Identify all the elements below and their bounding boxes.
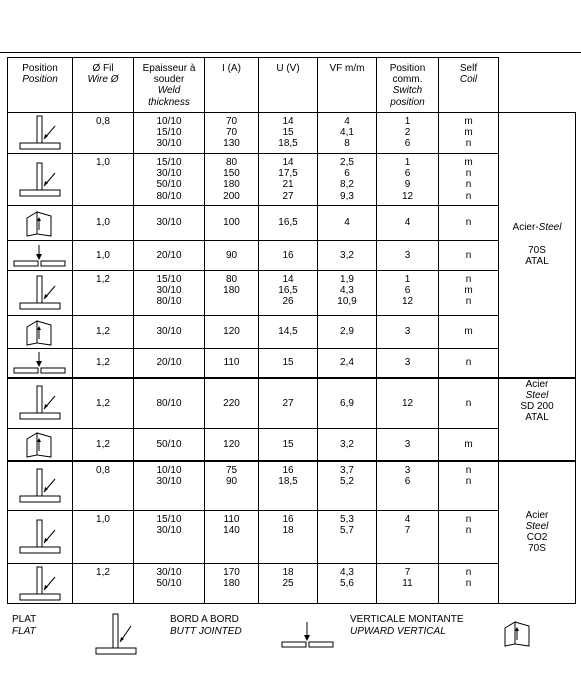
voltage-cell: 15	[259, 349, 318, 378]
voltage-cell: 14 15 18,5	[259, 113, 318, 154]
material-co2: Acier Steel CO2 70S	[499, 461, 576, 604]
current-cell: 170 180	[205, 564, 259, 604]
header-switch: Position comm. Switch position	[377, 58, 439, 113]
voltage-cell: 18 25	[259, 564, 318, 604]
flat-weld-icon	[8, 275, 72, 311]
header-row	[8, 58, 576, 113]
vertical-weld-icon	[8, 208, 72, 238]
voltage-cell: 16,5	[259, 206, 318, 241]
table-row	[8, 461, 576, 511]
voltage-cell: 15	[259, 429, 318, 461]
position-cell	[8, 241, 73, 271]
vf-cell: 3,7 5,2	[318, 461, 377, 511]
header-wire: Ø Fil Wire Ø	[73, 58, 134, 113]
vf-cell: 1,9 4,3 10,9	[318, 271, 377, 316]
coil-cell: m m n	[439, 113, 499, 154]
thickness-cell: 30/10	[134, 316, 205, 349]
table-row	[8, 113, 576, 154]
vf-cell: 4,3 5,6	[318, 564, 377, 604]
voltage-cell: 16	[259, 241, 318, 271]
position-cell	[8, 349, 73, 378]
vf-cell: 2,9	[318, 316, 377, 349]
vf-cell: 3,2	[318, 429, 377, 461]
vf-cell: 4	[318, 206, 377, 241]
coil-cell: n m n	[439, 271, 499, 316]
vf-cell: 6,9	[318, 378, 377, 429]
header-voltage: U (V)	[259, 58, 318, 113]
coil-cell: n n	[439, 564, 499, 604]
header-current: I (A)	[205, 58, 259, 113]
coil-cell: n n	[439, 511, 499, 564]
thickness-cell: 20/10	[134, 241, 205, 271]
wire-cell: 1,2	[73, 271, 134, 316]
current-cell: 90	[205, 241, 259, 271]
wire-cell: 0,8	[73, 113, 134, 154]
thickness-cell: 20/10	[134, 349, 205, 378]
current-cell: 220	[205, 378, 259, 429]
flat-weld-icon	[8, 468, 72, 504]
thickness-cell: 50/10	[134, 429, 205, 461]
table-row	[8, 154, 576, 206]
legend-butt: BORD A BORD BUTT JOINTED	[170, 614, 242, 637]
flat-weld-icon	[8, 115, 72, 151]
butt-weld-icon	[8, 244, 72, 268]
thickness-cell: 30/10	[134, 206, 205, 241]
position-cell	[8, 271, 73, 316]
material-sd200: Acier Steel SD 200 ATAL	[499, 378, 576, 461]
vf-cell: 3,2	[318, 241, 377, 271]
thickness-cell: 80/10	[134, 378, 205, 429]
coil-cell: m	[439, 429, 499, 461]
position-cell	[8, 378, 73, 429]
position-cell	[8, 206, 73, 241]
legend-flat: PLAT FLAT	[12, 614, 37, 637]
flat-weld-icon	[93, 612, 139, 658]
legend-vertical: VERTICALE MONTANTE UPWARD VERTICAL	[350, 614, 464, 637]
vf-cell: 2,4	[318, 349, 377, 378]
flat-weld-icon	[8, 162, 72, 198]
header-coil: Self Coil	[439, 58, 499, 113]
wire-cell: 1,2	[73, 564, 134, 604]
table-row	[8, 378, 576, 429]
position-cell	[8, 113, 73, 154]
header-blank	[499, 58, 576, 113]
position-cell	[8, 429, 73, 461]
table-row	[8, 206, 576, 241]
welding-parameters-table	[7, 57, 576, 604]
thickness-cell: 15/10 30/10	[134, 511, 205, 564]
switch-cell: 12	[377, 378, 439, 429]
current-cell: 80 180	[205, 271, 259, 316]
material-steel-70s: Acier-Steel 70S ATAL	[499, 113, 576, 378]
thickness-cell: 15/10 30/10 50/10 80/10	[134, 154, 205, 206]
table-row	[8, 429, 576, 461]
switch-cell: 1 2 6	[377, 113, 439, 154]
voltage-cell: 14,5	[259, 316, 318, 349]
table-row	[8, 316, 576, 349]
table-row	[8, 564, 576, 604]
current-cell: 120	[205, 316, 259, 349]
vf-cell: 4 4,1 8	[318, 113, 377, 154]
thickness-cell: 10/10 30/10	[134, 461, 205, 511]
switch-cell: 1 6 9 12	[377, 154, 439, 206]
wire-cell: 1,2	[73, 316, 134, 349]
current-cell: 110 140	[205, 511, 259, 564]
position-cell	[8, 461, 73, 511]
vf-cell: 5,3 5,7	[318, 511, 377, 564]
wire-cell: 1,0	[73, 511, 134, 564]
table-row	[8, 241, 576, 271]
wire-cell: 1,2	[73, 378, 134, 429]
current-cell: 120	[205, 429, 259, 461]
coil-cell: n	[439, 206, 499, 241]
current-cell: 75 90	[205, 461, 259, 511]
voltage-cell: 16 18	[259, 511, 318, 564]
switch-cell: 1 6 12	[377, 271, 439, 316]
position-cell	[8, 511, 73, 564]
table-row	[8, 511, 576, 564]
table-row	[8, 271, 576, 316]
current-cell: 110	[205, 349, 259, 378]
header-position: Position Position	[8, 58, 73, 113]
wire-cell: 1,0	[73, 241, 134, 271]
switch-cell: 3	[377, 349, 439, 378]
position-cell	[8, 564, 73, 604]
vf-cell: 2,5 6 8,2 9,3	[318, 154, 377, 206]
switch-cell: 7 11	[377, 564, 439, 604]
top-rule	[0, 52, 581, 53]
wire-cell: 1,0	[73, 206, 134, 241]
coil-cell: n	[439, 378, 499, 429]
current-cell: 80 150 180 200	[205, 154, 259, 206]
voltage-cell: 27	[259, 378, 318, 429]
table-row	[8, 349, 576, 378]
coil-cell: n	[439, 349, 499, 378]
vertical-weld-icon	[8, 429, 72, 459]
current-cell: 100	[205, 206, 259, 241]
switch-cell: 3 6	[377, 461, 439, 511]
thickness-cell: 10/10 15/10 30/10	[134, 113, 205, 154]
wire-cell: 1,2	[73, 349, 134, 378]
thickness-cell: 30/10 50/10	[134, 564, 205, 604]
header-thickness: Epaisseur à souder Weld thickness	[134, 58, 205, 113]
coil-cell: n n	[439, 461, 499, 511]
flat-weld-icon	[8, 385, 72, 421]
voltage-cell: 14 16,5 26	[259, 271, 318, 316]
switch-cell: 4	[377, 206, 439, 241]
coil-cell: n	[439, 241, 499, 271]
switch-cell: 3	[377, 429, 439, 461]
switch-cell: 3	[377, 241, 439, 271]
current-cell: 70 70 130	[205, 113, 259, 154]
coil-cell: m n n n	[439, 154, 499, 206]
flat-weld-icon	[8, 566, 72, 602]
voltage-cell: 14 17,5 21 27	[259, 154, 318, 206]
switch-cell: 3	[377, 316, 439, 349]
position-cell	[8, 154, 73, 206]
coil-cell: m	[439, 316, 499, 349]
wire-cell: 0,8	[73, 461, 134, 511]
wire-cell: 1,0	[73, 154, 134, 206]
butt-weld-icon	[8, 351, 72, 375]
vertical-weld-icon	[503, 618, 533, 648]
voltage-cell: 16 18,5	[259, 461, 318, 511]
vertical-weld-icon	[8, 317, 72, 347]
thickness-cell: 15/10 30/10 80/10	[134, 271, 205, 316]
butt-weld-icon	[281, 620, 335, 650]
header-vf: VF m/m	[318, 58, 377, 113]
position-cell	[8, 316, 73, 349]
flat-weld-icon	[8, 519, 72, 555]
switch-cell: 4 7	[377, 511, 439, 564]
wire-cell: 1,2	[73, 429, 134, 461]
